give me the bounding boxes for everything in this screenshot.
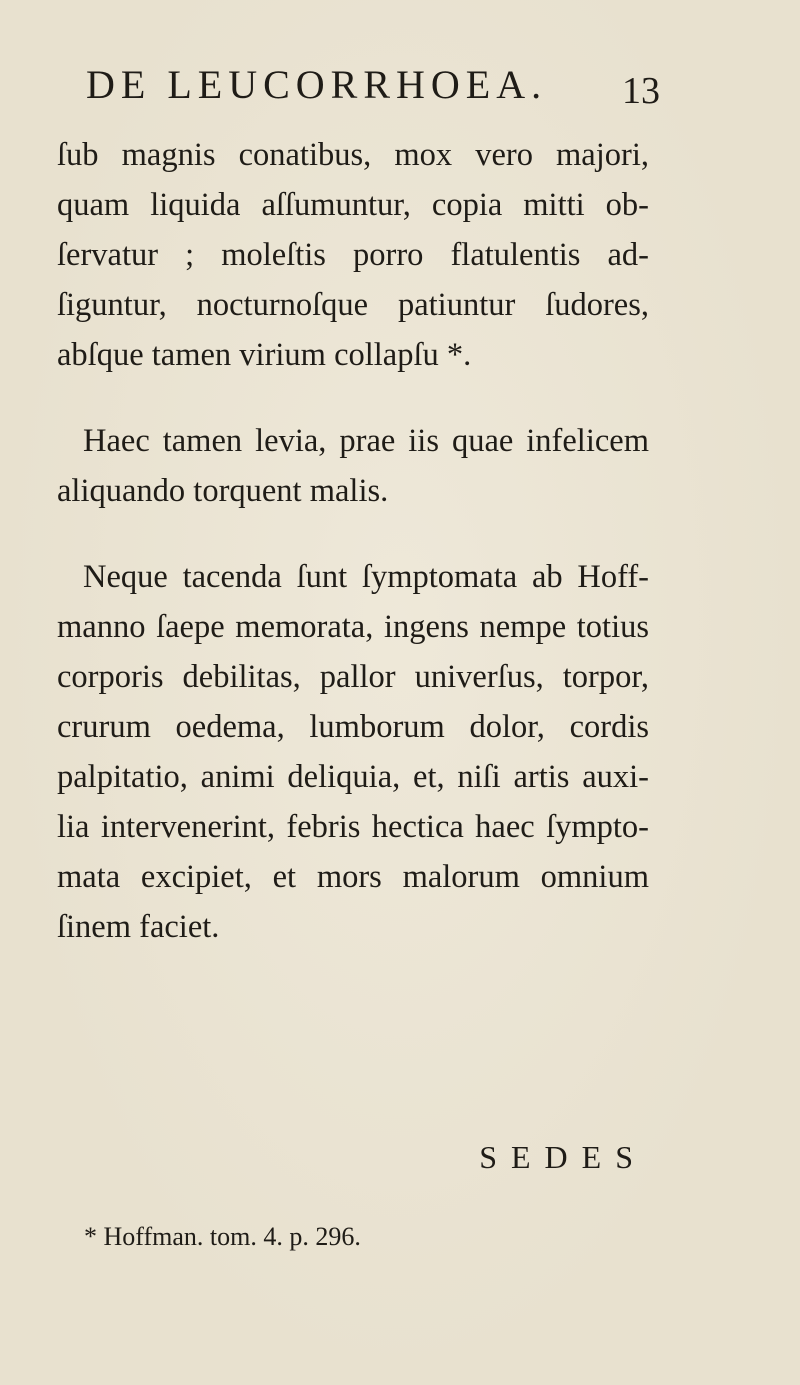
text-line: Haec tamen levia, prae iis quae infelicem <box>83 423 649 459</box>
text-line: ſervatur ; moleſtis porro flatulentis ad- <box>57 237 649 273</box>
footnote: * Hoffman. tom. 4. p. 296. <box>84 1222 361 1251</box>
text-line: quam liquida aſſumuntur, copia mitti ob- <box>57 187 649 223</box>
text-line: mata excipiet, et mors malorum omnium <box>57 859 649 895</box>
text-line: crurum oedema, lumborum dolor, cordis <box>57 709 649 745</box>
text-line: ſinem faciet. <box>57 909 220 945</box>
text-line: ſub magnis conatibus, mox vero majori, <box>57 137 649 173</box>
text-line: aliquando torquent malis. <box>57 473 389 509</box>
paragraph-2 <box>57 416 649 516</box>
text-line: corporis debilitas, pallor univerſus, torpor, <box>57 659 649 695</box>
text-line: palpitatio, animi deliquia, et, niſi artis auxi- <box>57 759 649 795</box>
body-text <box>57 130 649 952</box>
text-line: lia intervenerint, febris hectica haec ſympto- <box>57 809 649 845</box>
running-title: DE LEUCORRHOEA. <box>86 62 548 107</box>
page-number: 13 <box>622 70 660 112</box>
text-line: ſiguntur, nocturnoſque patiuntur ſudores, <box>57 287 649 323</box>
catchword: SEDES <box>479 1139 647 1175</box>
text-line: Neque tacenda ſunt ſymptomata ab Hoff- <box>83 559 649 595</box>
text-line: abſque tamen virium collapſu *. <box>57 337 472 373</box>
text-line: manno ſaepe memorata, ingens nempe totius <box>57 609 649 645</box>
running-head <box>86 60 660 110</box>
paragraph-1 <box>57 130 649 380</box>
paragraph-3 <box>57 552 649 952</box>
